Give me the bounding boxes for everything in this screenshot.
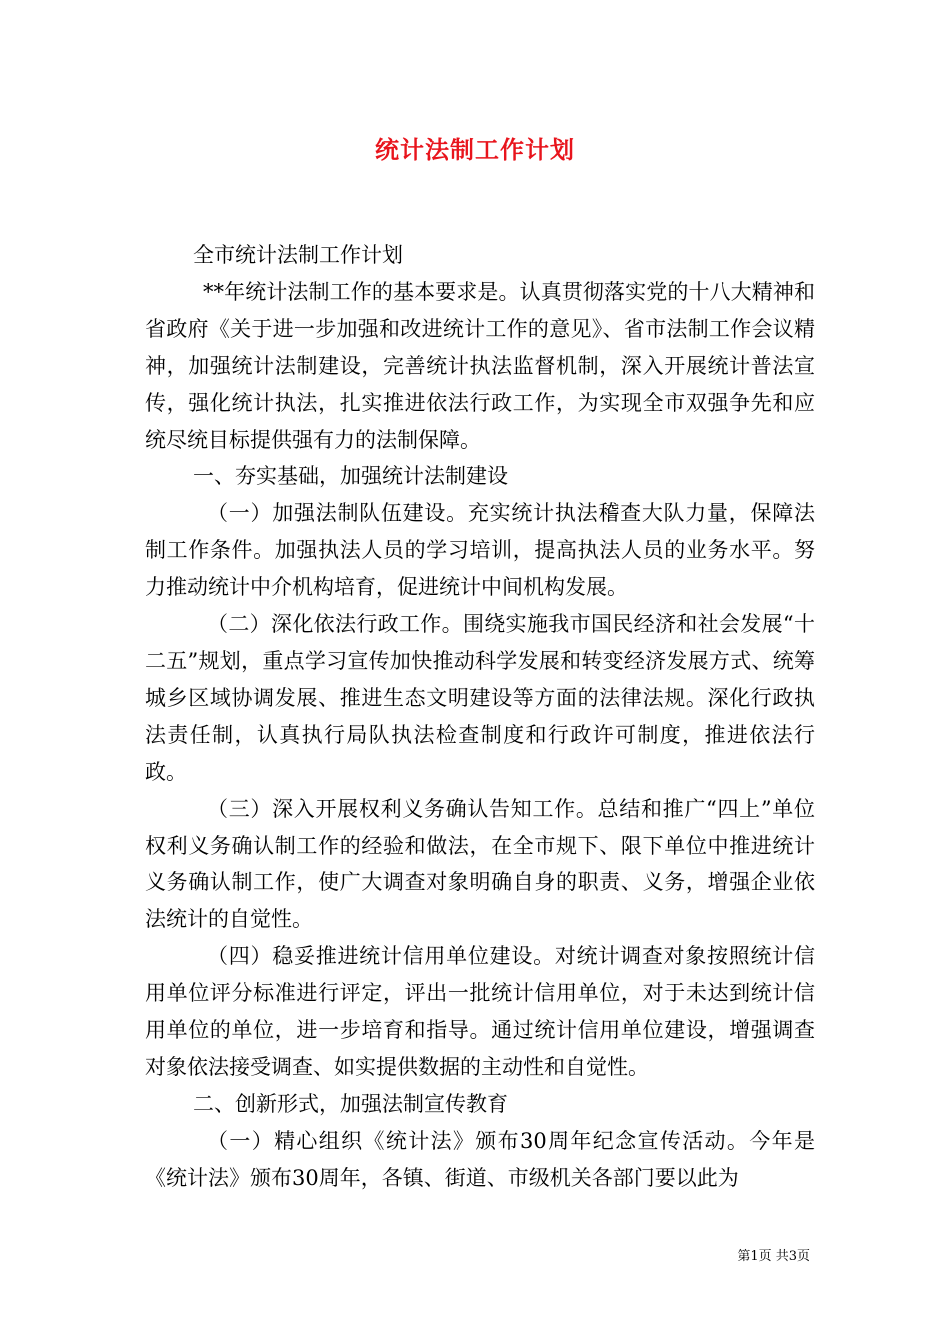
section-heading-1: 一、夯实基础，加强统计法制建设	[193, 464, 508, 489]
paragraph-1-4: （四）稳妥推进统计信用单位建设。对统计调查对象按照统计信用单位评分标准进行评定，评出一批统计信用单位，对于未达到统计信用单位的单位，进一步培育和指导。通过统计信用单位建设，增强调查对象依法接受调查、如实提供数据的主动性和自觉性。	[145, 944, 815, 1079]
paragraph-subtitle: 全市统计法制工作计划	[193, 243, 403, 267]
paragraph-1-2: （二）深化依法行政工作。围绕实施我市国民经济和社会发展“十二五”规划，重点学习宣传加快推动科学发展和转变经济发展方式、统筹城乡区域协调发展、推进生态文明建设等方面的法律法规。深化行政执法责任制，认真执行局队执法检查制度和行政许可制度，推进依法行政。	[145, 612, 815, 784]
paragraph-2-1: （一）精心组织《统计法》颁布30周年纪念宣传活动。今年是《统计法》颁布30周年，各镇、街道、市级机关各部门要以此为	[145, 1128, 815, 1190]
paragraph-1-3: （三）深入开展权利义务确认告知工作。总结和推广“四上”单位权利义务确认制工作的经验和做法，在全市规下、限下单位中推进统计义务确认制工作，使广大调查对象明确自身的职责、义务，增强企业依法统计的自觉性。	[145, 796, 815, 932]
section-heading-2: 二、创新形式，加强法制宣传教育	[193, 1091, 508, 1116]
page-footer: 第1页 共3页	[737, 1249, 810, 1264]
paragraph-intro: **年统计法制工作的基本要求是。认真贯彻落实党的十八大精神和省政府《关于进一步加强和改进统计工作的意见》、省市法制工作会议精神，加强统计法制建设，完善统计执法监督机制，深入开展统计普法宣传，强化统计执法，扎实推进依法行政工作，为实现全市双强争先和应统尽统目标提供强有力的法制保障。	[145, 279, 815, 452]
document-body	[145, 237, 815, 1197]
paragraph-1-1: （一）加强法制队伍建设。充实统计执法稽查大队力量，保障法制工作条件。加强执法人员的学习培训，提高执法人员的业务水平。努力推动统计中介机构培育，促进统计中间机构发展。	[145, 501, 815, 600]
document-title: 统计法制工作计划	[375, 135, 575, 164]
